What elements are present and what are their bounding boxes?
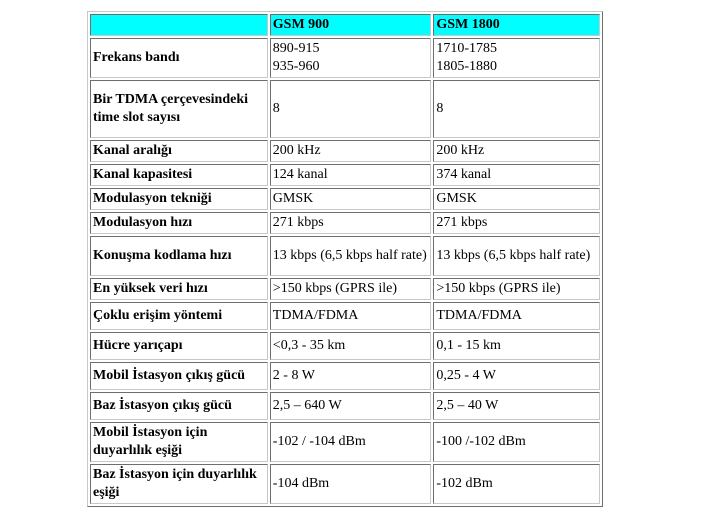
cell-gsm900: 200 kHz: [270, 140, 432, 162]
table-row: [90, 422, 600, 462]
row-label: Kanal kapasitesi: [90, 164, 268, 186]
row-label: En yüksek veri hızı: [90, 278, 268, 300]
row-label: Mobil İstasyon çıkış gücü: [90, 362, 268, 390]
row-label: Konuşma kodlama hızı: [90, 236, 268, 276]
cell-gsm900: 271 kbps: [270, 212, 432, 234]
cell-gsm900: >150 kbps (GPRS ile): [270, 278, 432, 300]
row-label: Bir TDMA çerçevesindeki time slot sayısı: [90, 80, 268, 138]
cell-gsm900: GMSK: [270, 188, 432, 210]
table-row: [90, 140, 600, 162]
table-row: [90, 392, 600, 420]
cell-gsm900: 2,5 – 640 W: [270, 392, 432, 420]
row-label: Kanal aralığı: [90, 140, 268, 162]
cell-gsm1800: 13 kbps (6,5 kbps half rate): [433, 236, 600, 276]
table-row: [90, 212, 600, 234]
cell-gsm1800: 374 kanal: [433, 164, 600, 186]
table-row: [90, 302, 600, 330]
cell-gsm1800: GMSK: [433, 188, 600, 210]
row-label: Baz İstasyon çıkış gücü: [90, 392, 268, 420]
cell-gsm900: <0,3 - 35 km: [270, 332, 432, 360]
table-row: [90, 80, 600, 138]
header-gsm1800: GSM 1800: [433, 14, 600, 36]
row-label: Modulasyon tekniği: [90, 188, 268, 210]
table-row: [90, 38, 600, 78]
cell-gsm900: 124 kanal: [270, 164, 432, 186]
cell-gsm1800: -100 /-102 dBm: [433, 422, 600, 462]
table-row: [90, 464, 600, 504]
row-label: Mobil İstasyon için duyarlılık eşiği: [90, 422, 268, 462]
gsm-comparison-table: [87, 11, 603, 507]
cell-gsm900: -104 dBm: [270, 464, 432, 504]
cell-gsm900: 2 - 8 W: [270, 362, 432, 390]
header-empty-cell: [90, 14, 268, 36]
cell-gsm1800: 8: [433, 80, 600, 138]
table-row: [90, 164, 600, 186]
table-row: [90, 332, 600, 360]
cell-gsm1800: -102 dBm: [433, 464, 600, 504]
table-row: [90, 236, 600, 276]
row-label: Modulasyon hızı: [90, 212, 268, 234]
cell-gsm1800: TDMA/FDMA: [433, 302, 600, 330]
cell-gsm900: -102 / -104 dBm: [270, 422, 432, 462]
cell-gsm900: 13 kbps (6,5 kbps half rate): [270, 236, 432, 276]
cell-gsm900: TDMA/FDMA: [270, 302, 432, 330]
row-label: Hücre yarıçapı: [90, 332, 268, 360]
table-row: [90, 278, 600, 300]
row-label: Çoklu erişim yöntemi: [90, 302, 268, 330]
cell-gsm900: 8: [270, 80, 432, 138]
cell-gsm1800: 2,5 – 40 W: [433, 392, 600, 420]
row-label: Frekans bandı: [90, 38, 268, 78]
header-gsm900: GSM 900: [270, 14, 432, 36]
row-label: Baz İstasyon için duyarlılık eşiği: [90, 464, 268, 504]
table-row: [90, 362, 600, 390]
cell-gsm1800: 1710-1785 1805-1880: [433, 38, 600, 78]
table-row: [90, 188, 600, 210]
cell-gsm1800: >150 kbps (GPRS ile): [433, 278, 600, 300]
cell-gsm900: 890-915 935-960: [270, 38, 432, 78]
cell-gsm1800: 0,1 - 15 km: [433, 332, 600, 360]
cell-gsm1800: 200 kHz: [433, 140, 600, 162]
cell-gsm1800: 0,25 - 4 W: [433, 362, 600, 390]
cell-gsm1800: 271 kbps: [433, 212, 600, 234]
table-header-row: [90, 14, 600, 36]
